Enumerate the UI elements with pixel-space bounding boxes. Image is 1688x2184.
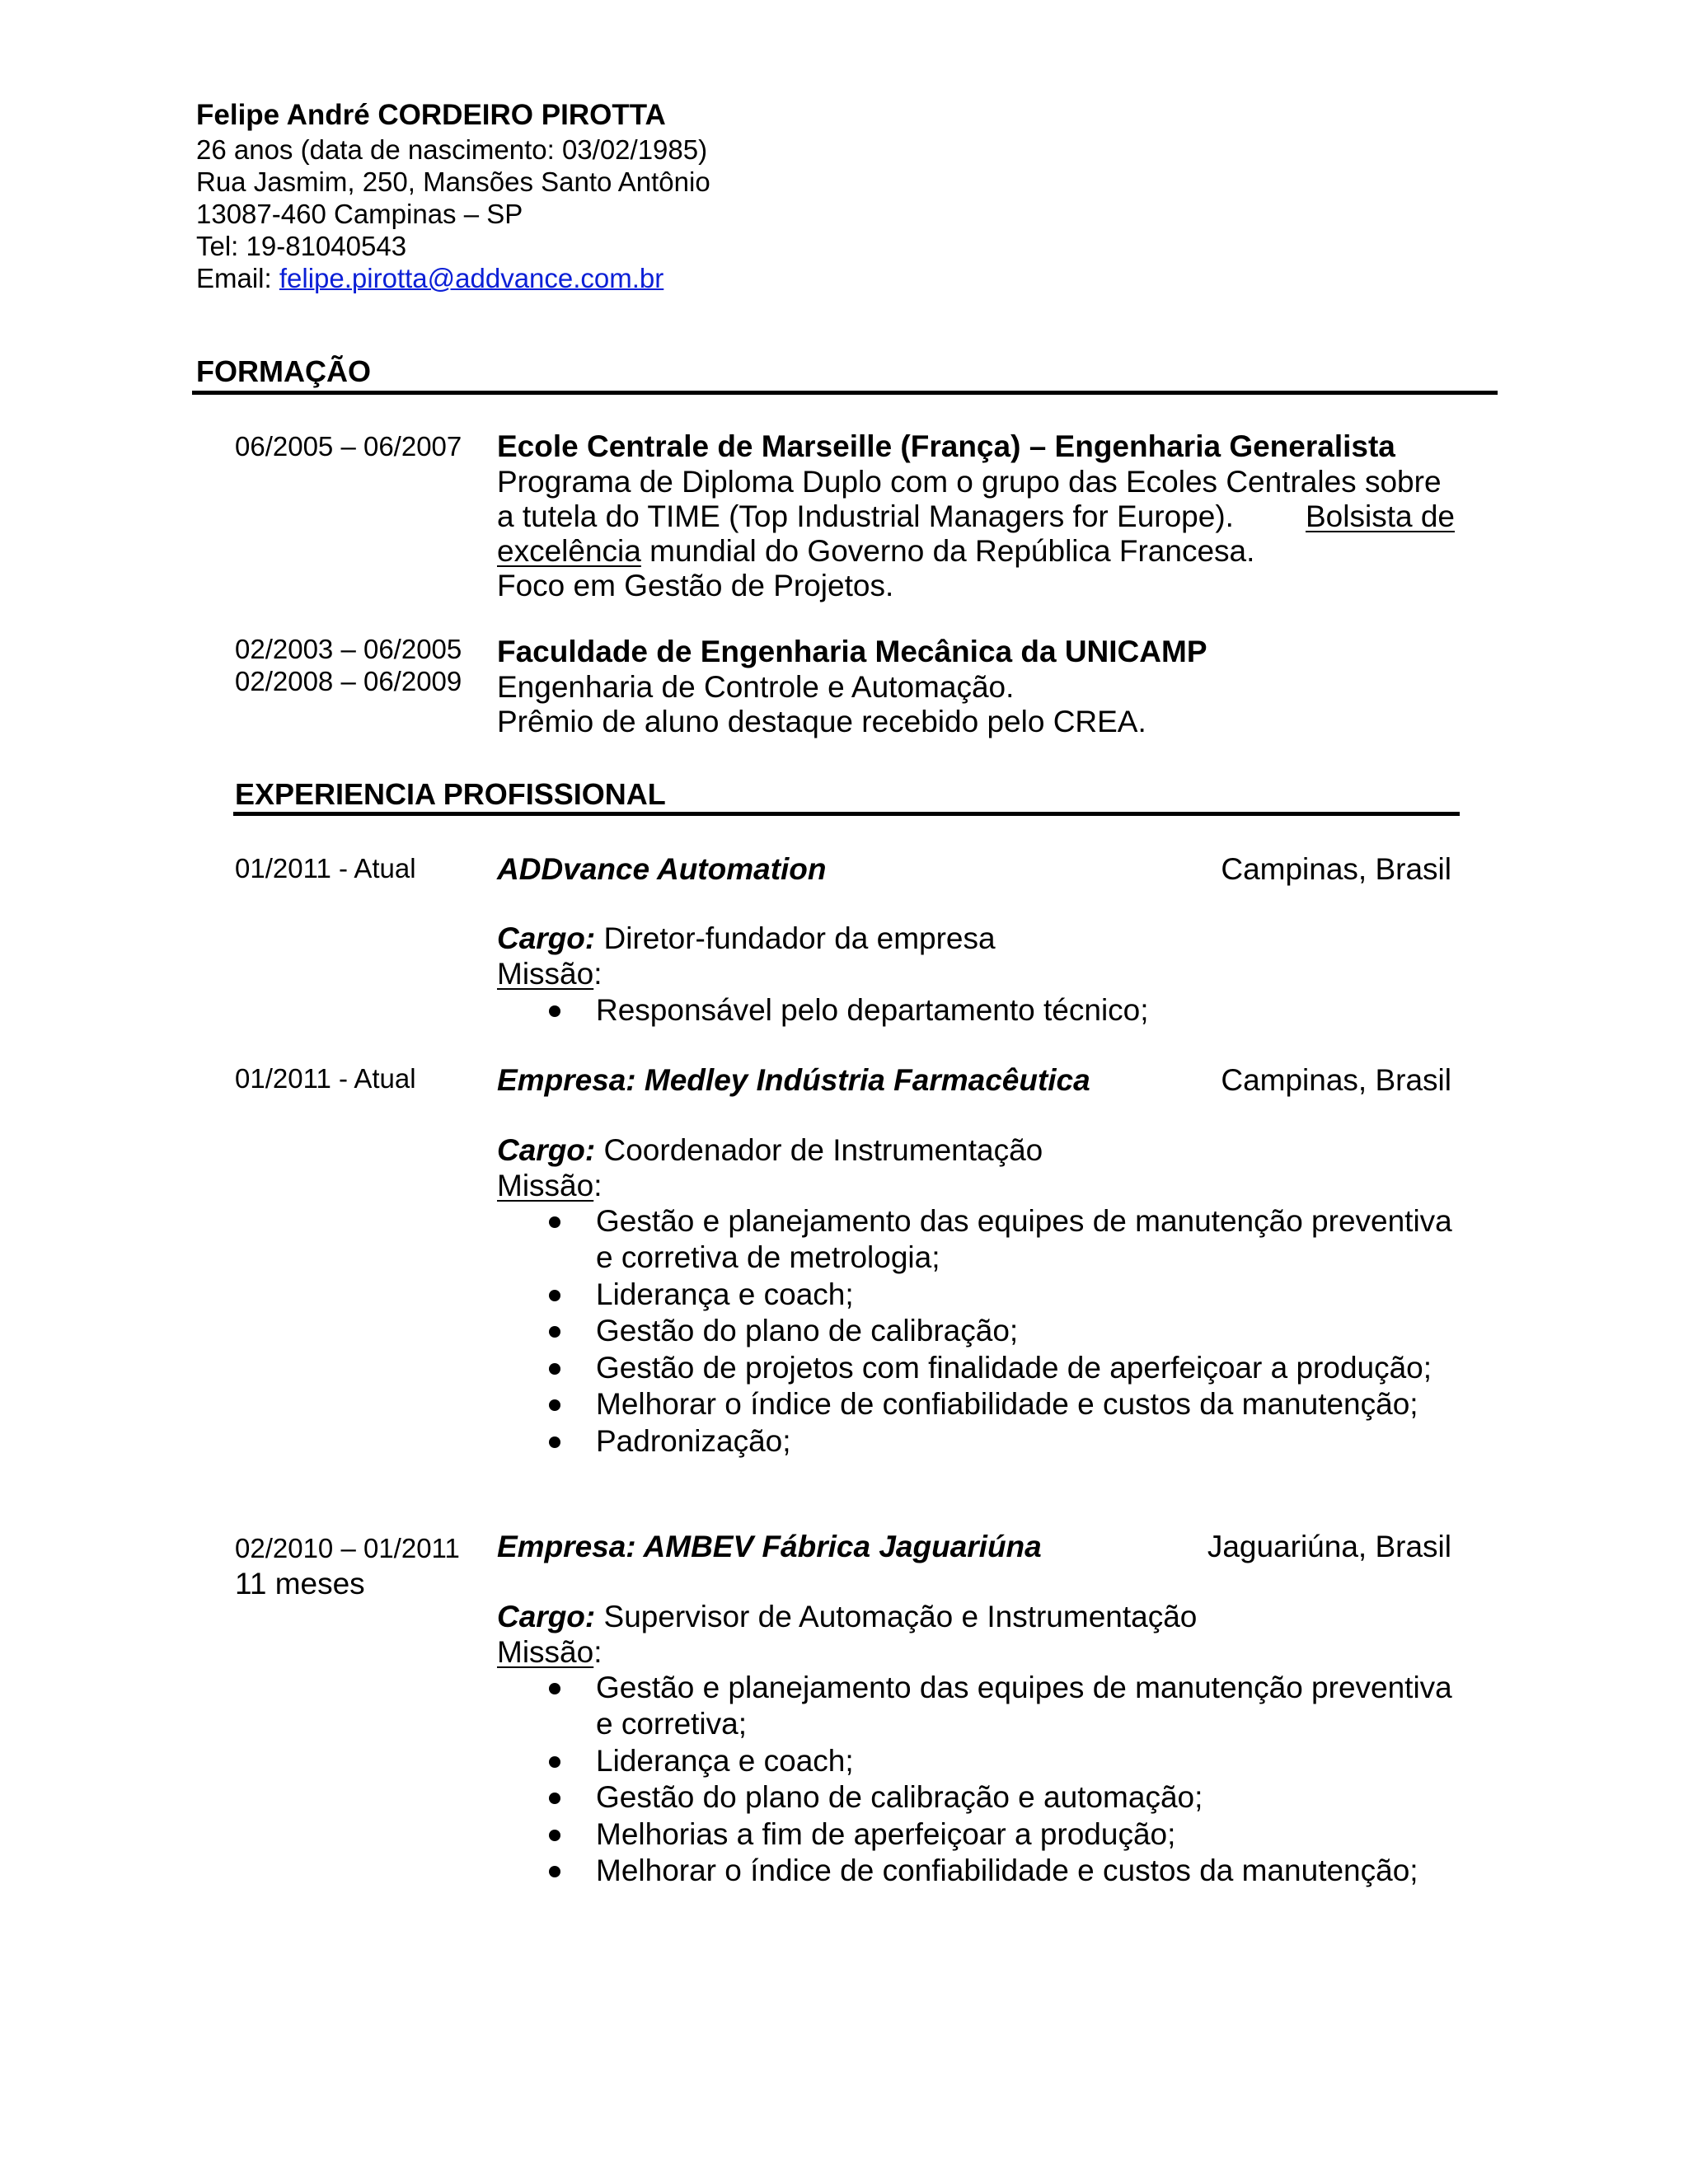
address-city: 13087-460 Campinas – SP bbox=[196, 199, 523, 229]
mission-item: Responsável pelo departamento técnico; bbox=[596, 993, 1149, 1027]
bullet-icon bbox=[549, 1793, 560, 1804]
email-line bbox=[196, 262, 663, 294]
mission-item: Gestão de projetos com finalidade de aperfeiçoar a produção; bbox=[596, 1351, 1432, 1385]
bullet-icon bbox=[549, 1216, 560, 1228]
bullet-icon bbox=[549, 1866, 560, 1877]
job-location: Campinas, Brasil bbox=[1221, 852, 1451, 886]
education-award: Prêmio de aluno destaque recebido pelo CREA. bbox=[497, 705, 1146, 738]
mission-item: Melhorar o índice de confiabilidade e custos da manutenção; bbox=[596, 1854, 1418, 1887]
bullet-icon bbox=[549, 1326, 560, 1338]
candidate-age: 26 anos (data de nascimento: 03/02/1985) bbox=[196, 134, 708, 165]
school-name: Ecole Centrale de Marseille (França) – Engenharia Generalista bbox=[497, 429, 1395, 463]
section-title-experiencia: EXPERIENCIA PROFISSIONAL bbox=[235, 777, 666, 811]
education-description: Engenharia de Controle e Automação. bbox=[497, 670, 1015, 704]
bullet-icon bbox=[549, 1399, 560, 1411]
bullet-icon bbox=[549, 1005, 560, 1017]
email-label: Email: bbox=[196, 263, 279, 293]
education-focus: Foco em Gestão de Projetos. bbox=[497, 569, 894, 602]
bullet-icon bbox=[549, 1290, 560, 1301]
job-role: Cargo: Coordenador de Instrumentação bbox=[497, 1133, 1043, 1167]
company-name: Empresa: AMBEV Fábrica Jaguariúna bbox=[497, 1530, 1042, 1563]
education-dates: 02/2008 – 06/2009 bbox=[235, 666, 462, 696]
education-description: Programa de Diploma Duplo com o grupo das Ecoles Centrales sobre bbox=[497, 465, 1442, 499]
mission-item: Gestão e planejamento das equipes de manutenção preventiva bbox=[596, 1204, 1452, 1238]
mission-label: Missão: bbox=[497, 1635, 603, 1669]
section-title-formacao: FORMAÇÃO bbox=[196, 354, 371, 388]
education-description-line: a tutela do TIME (Top Industrial Managers for Europe). Bolsista de bbox=[497, 499, 1455, 533]
job-location: Campinas, Brasil bbox=[1221, 1063, 1451, 1097]
mission-item-continuation: e corretiva; bbox=[596, 1707, 748, 1741]
candidate-name: Felipe André CORDEIRO PIROTTA bbox=[196, 99, 666, 131]
job-role: Cargo: Supervisor de Automação e Instrumentação bbox=[497, 1600, 1198, 1633]
education-description-line: excelência mundial do Governo da República Francesa. bbox=[497, 534, 1255, 568]
mission-item: Liderança e coach; bbox=[596, 1744, 854, 1778]
mission-item: Melhorias a fim de aperfeiçoar a produção; bbox=[596, 1817, 1176, 1851]
education-dates: 06/2005 – 06/2007 bbox=[235, 431, 462, 462]
job-duration: 11 meses bbox=[235, 1567, 365, 1601]
mission-item: Gestão e planejamento das equipes de manutenção preventiva bbox=[596, 1671, 1452, 1704]
email-link[interactable]: felipe.pirotta@addvance.com.br bbox=[279, 263, 664, 293]
address-street: Rua Jasmim, 250, Mansões Santo Antônio bbox=[196, 166, 710, 197]
bullet-icon bbox=[549, 1756, 560, 1768]
mission-item: Gestão do plano de calibração; bbox=[596, 1314, 1019, 1347]
bullet-icon bbox=[549, 1363, 560, 1375]
mission-label: Missão: bbox=[497, 1169, 603, 1202]
company-name: ADDvance Automation bbox=[497, 852, 827, 886]
job-dates: 01/2011 - Atual bbox=[235, 853, 416, 883]
mission-item: Melhorar o índice de confiabilidade e custos da manutenção; bbox=[596, 1387, 1418, 1421]
company-name: Empresa: Medley Indústria Farmacêutica bbox=[497, 1063, 1090, 1097]
school-name: Faculdade de Engenharia Mecânica da UNICAMP bbox=[497, 635, 1207, 668]
phone: Tel: 19-81040543 bbox=[196, 231, 407, 261]
bullet-icon bbox=[549, 1436, 560, 1448]
education-dates: 02/2003 – 06/2005 bbox=[235, 634, 462, 664]
mission-item-continuation: e corretiva de metrologia; bbox=[596, 1240, 940, 1274]
job-role: Cargo: Diretor-fundador da empresa bbox=[497, 921, 996, 955]
section-divider bbox=[233, 812, 1460, 816]
mission-label: Missão: bbox=[497, 957, 603, 991]
bullet-icon bbox=[549, 1683, 560, 1694]
section-divider bbox=[192, 391, 1498, 395]
job-location: Jaguariúna, Brasil bbox=[1207, 1530, 1451, 1563]
bullet-icon bbox=[549, 1830, 560, 1841]
mission-item: Liderança e coach; bbox=[596, 1277, 854, 1311]
job-dates: 02/2010 – 01/2011 bbox=[235, 1533, 460, 1563]
mission-item: Gestão do plano de calibração e automação; bbox=[596, 1780, 1203, 1814]
mission-item: Padronização; bbox=[596, 1424, 791, 1458]
job-dates: 01/2011 - Atual bbox=[235, 1063, 416, 1094]
